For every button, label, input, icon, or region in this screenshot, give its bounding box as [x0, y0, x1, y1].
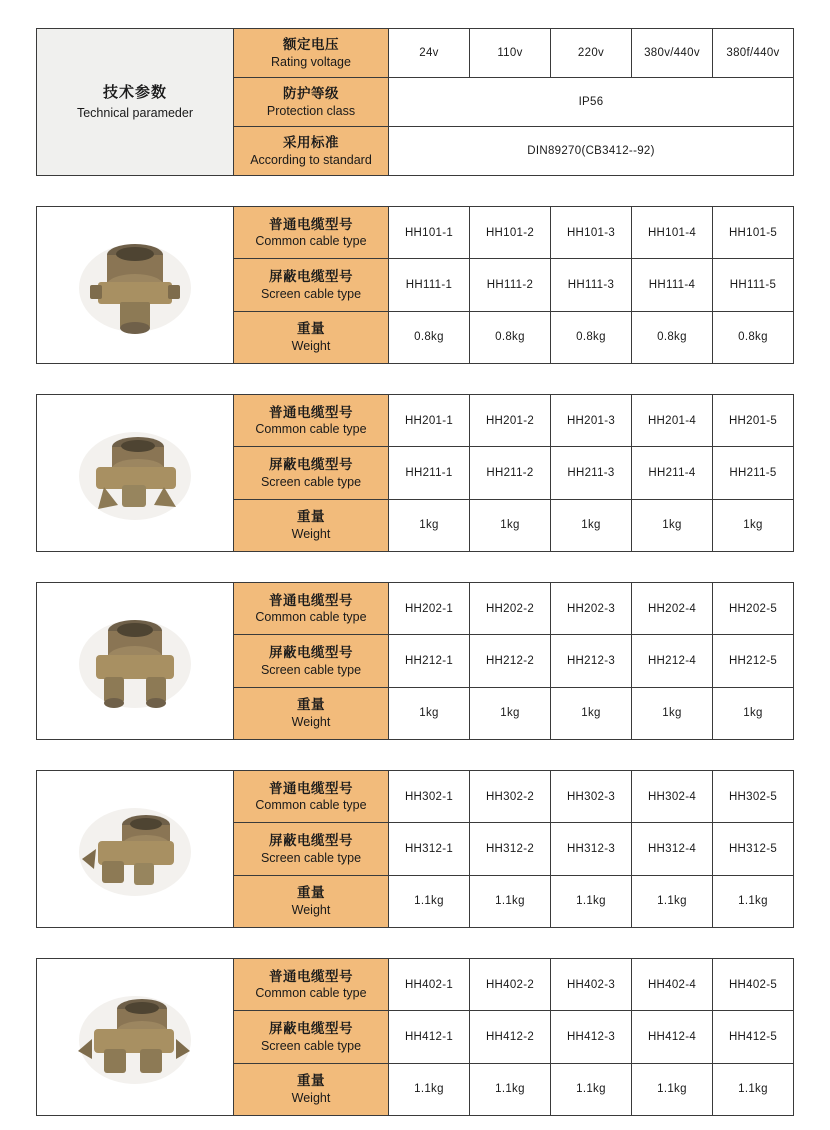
cell-value: HH312-5 — [712, 823, 793, 874]
cell-value: HH312-3 — [550, 823, 631, 874]
row-label-en: Screen cable type — [260, 1038, 362, 1053]
cell-value: HH111-4 — [631, 259, 712, 310]
row-label-zh: 重量 — [297, 697, 325, 713]
row-label-common-cable-type — [234, 395, 389, 446]
row-label-zh: 普通电缆型号 — [269, 592, 353, 608]
cell-value: HH202-3 — [550, 583, 631, 634]
cell-value: HH201-1 — [404, 414, 454, 427]
product-block — [36, 958, 794, 1116]
row-label-en: Common cable type — [255, 798, 367, 813]
row-label-common-cable-type — [234, 959, 389, 1010]
table-row — [234, 634, 793, 686]
technical-parameter-rows — [234, 29, 793, 175]
row-label-common-cable-type — [234, 207, 389, 258]
cell-value: HH212-3 — [550, 635, 631, 686]
row-values — [389, 688, 793, 739]
table-row — [234, 311, 793, 363]
row-values — [389, 447, 793, 498]
product-rows — [234, 395, 793, 551]
row-values — [389, 959, 793, 1010]
row-label-en: Screen cable type — [260, 662, 362, 677]
product-photo-cell — [37, 395, 234, 551]
row-label-zh: 采用标准 — [283, 135, 339, 151]
cell-value: 1.1kg — [550, 876, 631, 927]
row-label-common-cable-type — [234, 583, 389, 634]
cell-value: HH212-2 — [469, 635, 550, 686]
row-label-zh: 重量 — [297, 885, 325, 901]
cell-value: HH402-2 — [469, 959, 550, 1010]
cell-value: HH412-1 — [404, 1030, 454, 1043]
cell-value: HH211-3 — [550, 447, 631, 498]
cell-value: HH211-1 — [405, 466, 453, 479]
cell-value: 0.8kg — [550, 312, 631, 363]
cell-value: HH302-4 — [631, 771, 712, 822]
table-row — [234, 77, 793, 126]
product-rows — [234, 207, 793, 363]
row-label-en: Common cable type — [255, 234, 367, 249]
cell-value: 1kg — [469, 500, 550, 551]
table-row — [234, 395, 793, 446]
row-label-en: Weight — [291, 338, 331, 353]
row-label-zh: 屏蔽电缆型号 — [269, 645, 353, 661]
table-row — [234, 1010, 793, 1062]
cell-value: HH211-2 — [469, 447, 550, 498]
table-row — [234, 1063, 793, 1115]
cell-value: HH302-5 — [712, 771, 793, 822]
row-label-weight — [234, 688, 389, 739]
cell-value: HH201-4 — [631, 395, 712, 446]
cell-value: HH412-3 — [550, 1011, 631, 1062]
product-photo-cell — [37, 207, 234, 363]
cell-value: HH201-3 — [550, 395, 631, 446]
row-label-screen-cable-type — [234, 1011, 389, 1062]
cell-value: 1.1kg — [469, 1064, 550, 1115]
cell-value: HH202-5 — [712, 583, 793, 634]
row-label-zh: 重量 — [297, 321, 325, 337]
row-label-en: Screen cable type — [260, 474, 362, 489]
cell-value: 0.8kg — [712, 312, 793, 363]
cell-value: HH412-5 — [712, 1011, 793, 1062]
table-row — [234, 822, 793, 874]
table-row — [234, 583, 793, 634]
row-label-zh: 普通电缆型号 — [269, 780, 353, 796]
row-values — [389, 127, 793, 175]
cell-value: 1.1kg — [550, 1064, 631, 1115]
row-values — [389, 1011, 793, 1062]
row-label-protection-class — [234, 78, 389, 126]
row-values — [389, 1064, 793, 1115]
row-label-screen-cable-type — [234, 823, 389, 874]
cell-value: 1kg — [419, 707, 439, 720]
product-photo-cell — [37, 583, 234, 739]
cell-value: 110v — [469, 29, 550, 77]
row-label-common-cable-type — [234, 771, 389, 822]
row-label-screen-cable-type — [234, 259, 389, 310]
cell-value: 1kg — [631, 500, 712, 551]
cell-value: 380f/440v — [712, 29, 793, 77]
cell-value: HH302-3 — [550, 771, 631, 822]
row-label-zh: 防护等级 — [283, 86, 339, 102]
cell-value: HH111-1 — [405, 278, 453, 291]
page-bottom-space — [36, 1116, 794, 1130]
row-label-zh: 重量 — [297, 509, 325, 525]
technical-parameter-title-en: Technical parameder — [76, 105, 194, 120]
cell-value: HH402-1 — [404, 978, 454, 991]
cell-value: 1kg — [631, 688, 712, 739]
cell-value: HH201-2 — [469, 395, 550, 446]
row-values — [389, 771, 793, 822]
row-label-weight — [234, 500, 389, 551]
row-values — [389, 635, 793, 686]
cell-value: HH412-4 — [631, 1011, 712, 1062]
cell-value: 1kg — [419, 519, 439, 532]
connector-hh202-icon — [60, 601, 210, 721]
product-rows — [234, 583, 793, 739]
row-label-en: Screen cable type — [260, 850, 362, 865]
cell-value: 1.1kg — [414, 1083, 444, 1096]
cell-value: HH312-4 — [631, 823, 712, 874]
cell-value: HH212-4 — [631, 635, 712, 686]
table-row — [234, 771, 793, 822]
row-label-zh: 普通电缆型号 — [269, 216, 353, 232]
row-label-rating-voltage — [234, 29, 389, 77]
row-label-en: Protection class — [266, 103, 356, 118]
connector-hh201-icon — [60, 413, 210, 533]
cell-value: HH111-5 — [712, 259, 793, 310]
connector-hh402-icon — [60, 977, 210, 1097]
table-row — [234, 207, 793, 258]
connector-hh101-icon — [60, 225, 210, 345]
cell-value: 1.1kg — [631, 1064, 712, 1115]
cell-value: HH101-2 — [469, 207, 550, 258]
row-label-zh: 屏蔽电缆型号 — [269, 1021, 353, 1037]
cell-value: HH202-2 — [469, 583, 550, 634]
cell-value: 220v — [550, 29, 631, 77]
row-label-en: Common cable type — [255, 986, 367, 1001]
table-row — [234, 29, 793, 77]
row-label-zh: 屏蔽电缆型号 — [269, 269, 353, 285]
cell-value: HH101-5 — [712, 207, 793, 258]
table-row — [234, 126, 793, 175]
row-label-weight — [234, 876, 389, 927]
cell-value: HH402-3 — [550, 959, 631, 1010]
product-block — [36, 394, 794, 552]
product-block — [36, 206, 794, 364]
cell-value: HH211-5 — [712, 447, 793, 498]
cell-value: 0.8kg — [414, 331, 444, 344]
connector-hh302-icon — [60, 789, 210, 909]
cell-value: HH302-1 — [404, 790, 454, 803]
cell-value: 1.1kg — [712, 1064, 793, 1115]
row-label-zh: 重量 — [297, 1073, 325, 1089]
row-label-standard — [234, 127, 389, 175]
table-row — [234, 499, 793, 551]
row-label-weight — [234, 1064, 389, 1115]
table-row — [234, 446, 793, 498]
product-block — [36, 770, 794, 928]
cell-value: 0.8kg — [631, 312, 712, 363]
cell-value: HH312-1 — [404, 842, 454, 855]
cell-value: IP56 — [578, 96, 604, 108]
row-values — [389, 876, 793, 927]
row-label-zh: 屏蔽电缆型号 — [269, 457, 353, 473]
product-rows — [234, 959, 793, 1115]
cell-value: 24v — [419, 47, 439, 59]
table-row — [234, 258, 793, 310]
cell-value: DIN89270(CB3412--92) — [527, 145, 655, 157]
cell-value: HH302-2 — [469, 771, 550, 822]
row-label-en: Screen cable type — [260, 286, 362, 301]
row-label-en: Common cable type — [255, 610, 367, 625]
row-values — [389, 395, 793, 446]
row-label-screen-cable-type — [234, 447, 389, 498]
cell-value: 0.8kg — [469, 312, 550, 363]
cell-value: HH412-2 — [469, 1011, 550, 1062]
row-label-zh: 普通电缆型号 — [269, 404, 353, 420]
row-values — [389, 207, 793, 258]
cell-value: 1kg — [550, 688, 631, 739]
product-block — [36, 582, 794, 740]
table-row — [234, 875, 793, 927]
row-label-en: According to standard — [250, 152, 372, 167]
table-row — [234, 959, 793, 1010]
row-label-zh: 屏蔽电缆型号 — [269, 833, 353, 849]
row-values — [389, 500, 793, 551]
cell-value: HH101-1 — [404, 226, 454, 239]
row-label-en: Weight — [291, 526, 331, 541]
cell-value: HH402-5 — [712, 959, 793, 1010]
cell-value: 1.1kg — [469, 876, 550, 927]
cell-value: 1kg — [712, 688, 793, 739]
row-label-weight — [234, 312, 389, 363]
cell-value: HH101-3 — [550, 207, 631, 258]
cell-value: HH211-4 — [631, 447, 712, 498]
cell-value: 1kg — [469, 688, 550, 739]
row-label-en: Rating voltage — [271, 54, 351, 69]
row-label-zh: 额定电压 — [283, 37, 339, 53]
row-label-screen-cable-type — [234, 635, 389, 686]
cell-value: 1kg — [550, 500, 631, 551]
cell-value: HH201-5 — [712, 395, 793, 446]
row-values — [389, 312, 793, 363]
row-label-zh: 普通电缆型号 — [269, 968, 353, 984]
product-photo-cell — [37, 959, 234, 1115]
table-row — [234, 687, 793, 739]
row-values — [389, 259, 793, 310]
cell-value: HH402-4 — [631, 959, 712, 1010]
technical-parameter-title-cell — [37, 29, 234, 175]
cell-value: HH212-1 — [404, 654, 454, 667]
row-label-en: Weight — [291, 902, 331, 917]
cell-value: HH202-1 — [404, 602, 454, 615]
cell-value: HH212-5 — [712, 635, 793, 686]
product-rows — [234, 771, 793, 927]
technical-parameter-title-zh: 技术参数 — [102, 84, 167, 102]
row-label-en: Weight — [291, 1090, 331, 1105]
cell-value: HH202-4 — [631, 583, 712, 634]
row-label-en: Common cable type — [255, 422, 367, 437]
cell-value: HH101-4 — [631, 207, 712, 258]
cell-value: 1.1kg — [712, 876, 793, 927]
technical-parameter-block — [36, 28, 794, 176]
cell-value: HH312-2 — [469, 823, 550, 874]
row-values — [389, 78, 793, 126]
cell-value: 1kg — [712, 500, 793, 551]
cell-value: 1.1kg — [631, 876, 712, 927]
cell-value: HH111-3 — [550, 259, 631, 310]
row-values — [389, 823, 793, 874]
row-values — [389, 29, 793, 77]
cell-value: 380v/440v — [631, 29, 712, 77]
cell-value: 1.1kg — [414, 895, 444, 908]
row-label-en: Weight — [291, 714, 331, 729]
row-values — [389, 583, 793, 634]
cell-value: HH111-2 — [469, 259, 550, 310]
product-photo-cell — [37, 771, 234, 927]
